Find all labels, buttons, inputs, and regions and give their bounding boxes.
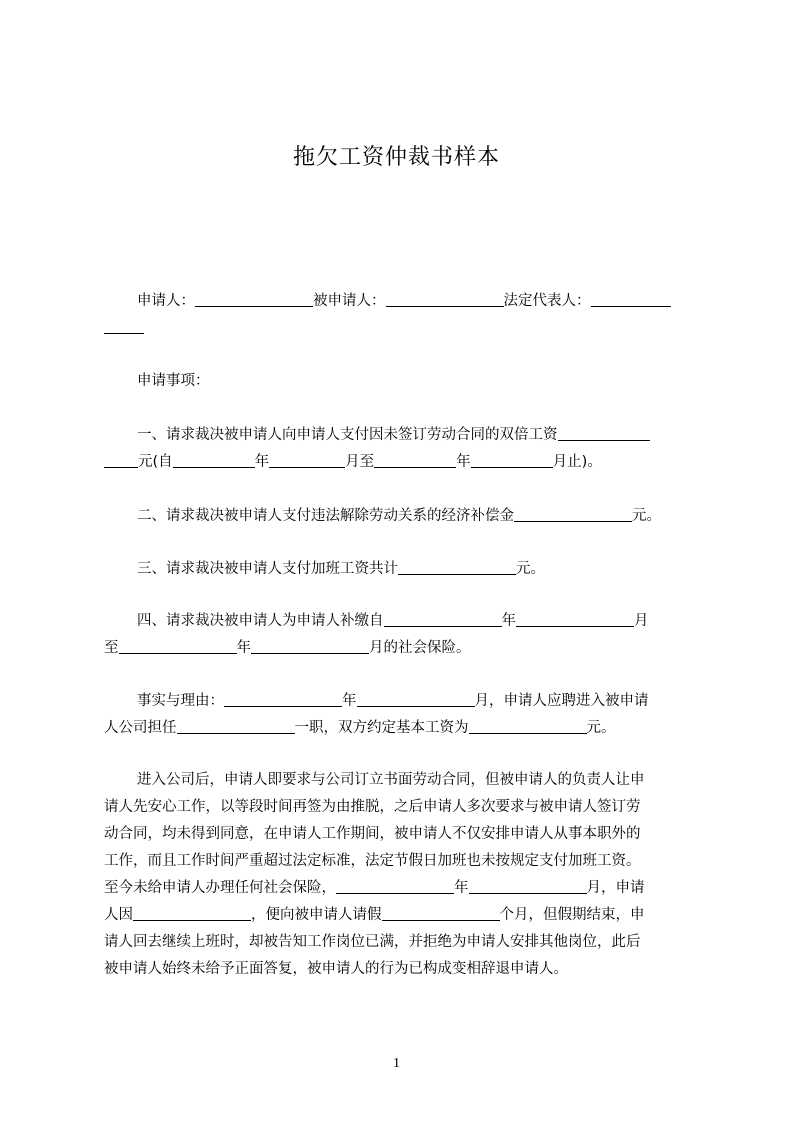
page-number: 1 xyxy=(393,1056,400,1071)
claim-3-amount-blank[interactable] xyxy=(398,560,516,576)
claim-1-text: 一、请求裁决被申请人向申请人支付因未签订劳动合同的双倍工资 xyxy=(137,427,558,443)
body-year-blank[interactable] xyxy=(336,879,454,895)
claim-1-amount-blank-cont[interactable] xyxy=(104,453,138,469)
claim-4: 四、请求裁决被申请人为申请人补缴自 年 月 至 年 月的社会保险。 xyxy=(104,613,649,656)
claim-1-month-blank[interactable] xyxy=(269,453,345,469)
legal-rep-label: 法定代表人： xyxy=(503,293,591,309)
legal-rep-blank-cont[interactable] xyxy=(104,319,144,335)
respondent-blank[interactable] xyxy=(386,292,504,308)
legal-rep-blank[interactable] xyxy=(591,292,671,308)
body-paragraph: 进入公司后，申请人即要求与公司订立书面劳动合同，但被申请人的负责人让申 请人先安心工作，以等段时间再签为由推脱，之后申请人多次要求与被申请人签订劳 动合同，均未得到同意，在申请人工作期间，被申请人不仅安排申请人从事本职外的 工作，而且工作时间严重超过法定标准，法定节假日加班也未按规定支付加班工资。 至今未给申请人办理任何社会保险， 年 月，申请 人因 ，便向被申请人请假 个月，但假期结束，申 请人回去继续上班时，却被告知工作岗位已满，并拒绝为申请人安排其他岗位，此后 被申请人始终未给予正面答复，被申请人的行为已构成变相辞退申请人。 xyxy=(104,772,645,977)
claim-1-amount-blank[interactable] xyxy=(558,426,650,442)
document-title: 拖欠工资仲裁书样本 xyxy=(292,145,500,170)
claim-1-year-blank[interactable] xyxy=(173,453,255,469)
respondent-label: 被申请人： xyxy=(313,293,386,309)
facts-month-blank[interactable] xyxy=(357,692,475,708)
facts-year-blank[interactable] xyxy=(224,692,342,708)
applicant-label: 申请人： xyxy=(137,293,195,309)
claim-2: 二、请求裁决被申请人支付违法解除劳动关系的经济补偿金 元。 xyxy=(137,508,661,524)
facts-salary-blank[interactable] xyxy=(469,719,587,735)
claim-1-month2-blank[interactable] xyxy=(471,453,553,469)
claims-heading: 申请事项： xyxy=(137,373,210,389)
claim-1: 一、请求裁决被申请人向申请人支付因未签订劳动合同的双倍工资 元(自 年 月至 年 月止)。 xyxy=(104,422,700,476)
body-reason-blank[interactable] xyxy=(133,906,251,922)
applicant-blank[interactable] xyxy=(195,292,313,308)
body-month-blank[interactable] xyxy=(469,879,587,895)
claim-3: 三、请求裁决被申请人支付加班工资共计 元。 xyxy=(137,561,545,577)
facts-paragraph: 事实与理由： 年 月，申请人应聘进入被申请 人公司担任 一职，双方约定基本工资为 元。 xyxy=(104,693,649,736)
facts-position-blank[interactable] xyxy=(177,719,295,735)
claim-4-year2-blank[interactable] xyxy=(119,639,237,655)
claim-4-year-blank[interactable] xyxy=(384,612,502,628)
claim-4-month2-blank[interactable] xyxy=(251,639,369,655)
parties-paragraph xyxy=(104,288,700,342)
claim-1-year2-blank[interactable] xyxy=(374,453,456,469)
claim-2-amount-blank[interactable] xyxy=(514,507,632,523)
body-leave-months-blank[interactable] xyxy=(382,906,500,922)
claim-4-month-blank[interactable] xyxy=(516,612,634,628)
